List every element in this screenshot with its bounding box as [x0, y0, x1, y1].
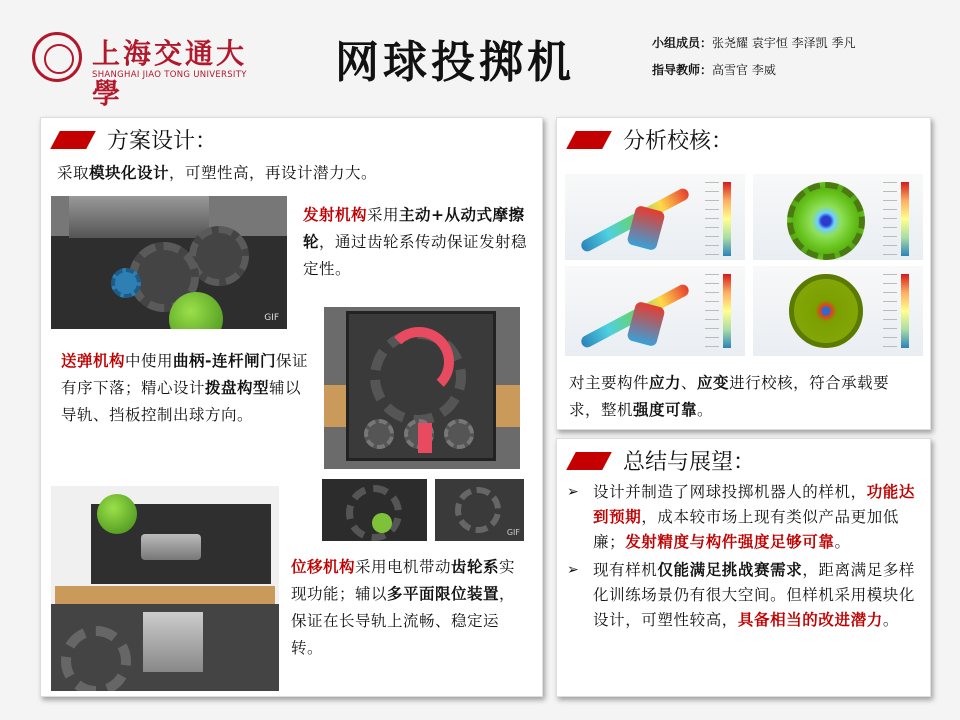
design-heading-text: 方案设计：: [107, 129, 218, 154]
stress-gear-image: [753, 174, 923, 260]
summary-item-1: ➢ 设计并制造了网球投掷机器人的样机，功能达到预期，成本较市场上现有类似产品更加低廉；发射精度与构件强度足够可靠。: [567, 480, 919, 555]
design-heading: [55, 124, 217, 155]
dial-image: [322, 479, 427, 541]
stress-arm-image: [565, 174, 745, 260]
members: 张尧耀 袁宇恒 李泽凯 季凡: [712, 36, 856, 50]
analysis-panel: [556, 117, 931, 430]
page-title: 网球投掷机: [335, 37, 575, 88]
members-row: [652, 30, 855, 57]
university-logo: [32, 28, 248, 110]
gear-image: [435, 479, 524, 541]
movement-image: [51, 486, 279, 691]
gif-badge: GIF: [264, 313, 279, 323]
flag-icon: [50, 131, 96, 149]
flag-icon: [566, 131, 612, 149]
analysis-heading: [571, 124, 733, 155]
logo-english: SHANGHAI JIAO TONG UNIVERSITY: [92, 70, 247, 80]
design-intro: 采取模块化设计，可塑性高，再设计潜力大。: [57, 164, 378, 182]
summary-heading-text: 总结与展望：: [623, 450, 756, 475]
advisors-label: 指导教师：: [652, 63, 713, 77]
team-info: [652, 30, 855, 84]
analysis-heading-text: 分析校核：: [623, 129, 734, 154]
feed-mechanism-text: 送弹机构中使用曲柄-连杆闸门保证有序下落；精心设计拨盘构型辅以导轨、挡板控制出球方向。: [61, 352, 308, 424]
fire-mechanism-text: 发射机构采用主动+从动式摩擦轮，通过齿轮系传动保证发射稳定性。: [303, 206, 528, 278]
flag-icon: [566, 452, 612, 470]
feeder-image: [324, 307, 520, 469]
advisors-row: [652, 57, 855, 84]
strain-gear-image: [753, 266, 923, 356]
gif-badge-2: GIF: [506, 528, 520, 537]
members-label: 小组成员：: [652, 36, 713, 50]
move-mechanism-text: 位移机构采用电机带动齿轮系实现功能；辅以多平面限位装置，保证在长导轨上流畅、稳定运转。: [291, 558, 516, 657]
advisors: 高雪官 李威: [712, 63, 776, 77]
logo-chinese: 上海交通大學: [92, 37, 248, 110]
strain-arm-image: [565, 266, 745, 356]
summary-panel: [556, 438, 931, 697]
launcher-image: [51, 196, 287, 329]
summary-item-2: ➢ 现有样机仅能满足挑战赛需求，距离满足多样化训练场景仍有很大空间。但样机采用模块化设计，可塑性较高，具备相当的改进潜力。: [567, 558, 919, 633]
design-panel: [40, 117, 543, 697]
summary-list: [567, 480, 919, 636]
seal-icon: [32, 32, 82, 82]
summary-heading: [571, 445, 755, 476]
analysis-text: 对主要构件应力、应变进行校核，符合承载要求，整机强度可靠。: [569, 374, 890, 419]
